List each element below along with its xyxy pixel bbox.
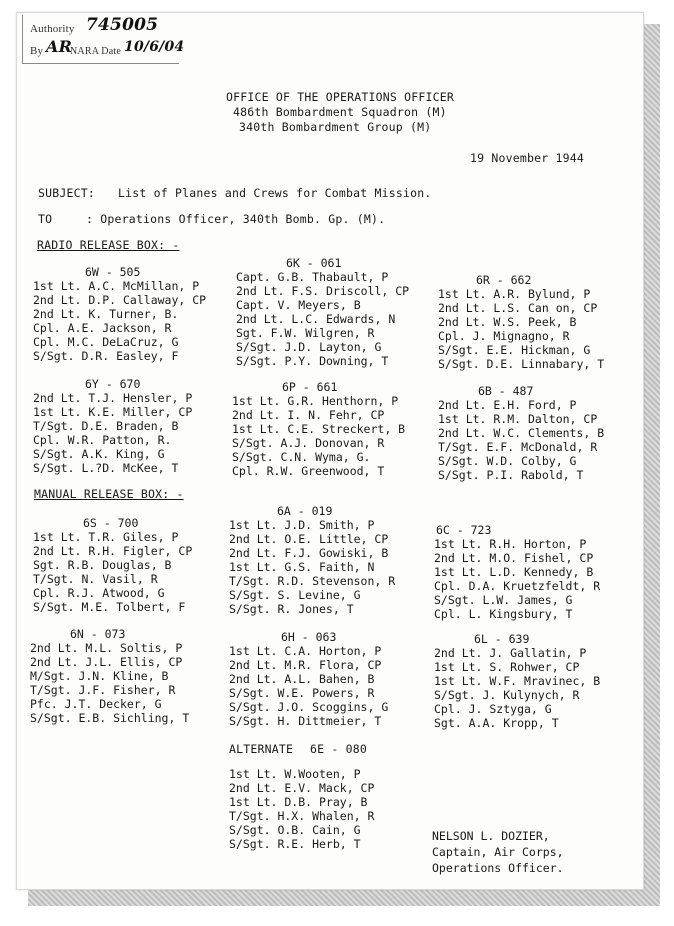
crew-member: 1st Lt. G.S. Faith, N [229,560,375,574]
stamp-authority-number: 745005 [86,15,159,35]
crew-member: 2nd Lt. M.L. Soltis, P [30,641,183,655]
crew-member: 1st Lt. A.R. Bylund, P [438,287,591,301]
crew-member: 1st Lt. T.R. Giles, P [33,530,179,544]
crew-member: 1st Lt. J.D. Smith, P [229,518,375,532]
crew-member: S/Sgt. J. Kulynych, R [434,688,580,702]
crew-member: Cpl. A.E. Jackson, R [33,321,172,335]
crew-member: 1st Lt. R.H. Horton, P [434,537,587,551]
stamp-nara-date-label: NARA Date [70,46,121,57]
plane-block-6c-723 [434,523,600,621]
crew-member: Cpl. R.J. Atwood, G [33,586,165,600]
plane-block-6s-700 [33,516,192,614]
manual-release-heading: MANUAL RELEASE BOX: - [34,487,184,501]
plane-title: 6R - 662 [476,273,532,287]
crew-member: Capt. G.B. Thabault, P [236,270,389,284]
crew-member: S/Sgt. E.E. Hickman, G [438,343,591,357]
crew-member: 2nd Lt. K. Turner, B. [33,307,179,321]
crew-member: 2nd Lt. J. Gallatin, P [434,646,587,660]
crew-member: 2nd Lt. F.S. Driscoll, CP [236,284,410,298]
crew-member: S/Sgt. O.B. Cain, G [229,823,361,837]
crew-member: Cpl. D.A. Kruetzfeldt, R [434,579,601,593]
crew-member: 1st Lt. R.M. Dalton, CP [438,412,598,426]
plane-block-6r-662 [438,273,604,371]
crew-member: 2nd Lt. D.P. Callaway, CP [33,293,207,307]
crew-member: 2nd Lt. T.J. Hensler, P [33,391,193,405]
plane-title: 6W - 505 [85,265,141,279]
crew-member: S/Sgt. P.I. Rabold, T [438,468,584,482]
plane-title: 6N - 073 [70,627,126,641]
crew-member: 1st Lt. W.Wooten, P [229,767,361,781]
crew-member: Sgt. A.A. Kropp, T [434,716,559,730]
plane-block-6e-080 [229,767,374,851]
plane-title: 6A - 019 [277,504,333,518]
signature-name: NELSON L. DOZIER, [432,829,550,843]
crew-member: 1st Lt. L.D. Kennedy, B [434,565,594,579]
crew-member: 2nd Lt. M.O. Fishel, CP [434,551,594,565]
crew-member: Pfc. J.T. Decker, G [30,697,162,711]
crew-member: S/Sgt. S. Levine, G [229,588,361,602]
crew-member: S/Sgt. A.K. King, G [33,447,165,461]
crew-member: 1st Lt. C.E. Streckert, B [232,422,406,436]
subject-label: SUBJECT: [38,186,95,200]
stamp-initials: AR [46,37,73,56]
crew-member: S/Sgt. A.J. Donovan, R [232,436,385,450]
plane-block-6l-639 [434,632,600,730]
crew-member: Cpl. W.R. Patton, R. [33,433,172,447]
crew-member: Capt. V. Meyers, B [236,298,361,312]
crew-member: 2nd Lt. J.L. Ellis, CP [30,655,183,669]
plane-title: 6L - 639 [474,632,530,646]
plane-title: 6K - 061 [286,256,342,270]
crew-member: 2nd Lt. R.H. Figler, CP [33,544,193,558]
crew-member: 1st Lt. K.E. Miller, CP [33,405,193,419]
crew-member: S/Sgt. P.Y. Downing, T [236,354,389,368]
header-office: OFFICE OF THE OPERATIONS OFFICER [226,90,454,104]
alternate-label: ALTERNATE [229,742,294,756]
crew-member: S/Sgt. W.D. Colby, G [438,454,577,468]
crew-member: S/Sgt. D.E. Linnabary, T [438,357,605,371]
plane-title: 6B - 487 [478,384,534,398]
plane-block-6b-487 [438,384,604,482]
crew-member: 2nd Lt. F.J. Gowiski, B [229,546,389,560]
crew-member: S/Sgt. R. Jones, T [229,602,354,616]
header-squadron: 486th Bombardment Squadron (M) [233,105,447,119]
plane-block-6a-019 [229,504,395,616]
subject-text: List of Planes and Crews for Combat Mission. [118,186,432,200]
crew-member: S/Sgt. L.?D. McKee, T [33,461,179,475]
radio-release-heading: RADIO RELEASE BOX: - [37,238,180,252]
crew-member: 2nd Lt. L.C. Edwards, N [236,312,396,326]
crew-member: S/Sgt. M.E. Tolbert, F [33,600,186,614]
crew-member: S/Sgt. D.R. Easley, F [33,349,179,363]
crew-member: M/Sgt. J.N. Kline, B [30,669,169,683]
signature-block [432,828,564,876]
plane-block-6n-073 [30,627,189,725]
crew-member: 1st Lt. S. Rohwer, CP [434,660,580,674]
plane-title: 6P - 661 [282,380,338,394]
crew-member: Sgt. F.W. Wilgren, R [236,326,375,340]
signature-rank: Captain, Air Corps, [432,845,564,859]
crew-member: S/Sgt. J.O. Scoggins, G [229,700,389,714]
stamp-nara-date: 10/6/04 [124,39,185,55]
crew-member: Cpl. R.W. Greenwood, T [232,464,385,478]
to-text: : Operations Officer, 340th Bomb. Gp. (M). [86,212,386,226]
crew-member: 2nd Lt. O.E. Little, CP [229,532,389,546]
crew-member: 2nd Lt. E.V. Mack, CP [229,781,375,795]
crew-member: T/Sgt. D.E. Braden, B [33,419,179,433]
header-group: 340th Bombardment Group (M) [239,120,432,134]
plane-block-6w-505 [33,265,206,363]
crew-member: S/Sgt. W.E. Powers, R [229,686,375,700]
crew-member: 2nd Lt. M.R. Flora, CP [229,658,382,672]
plane-title: 6S - 700 [83,516,139,530]
stamp-by-label: By [30,45,44,57]
crew-member: 2nd Lt. W.C. Clements, B [438,426,605,440]
crew-member: 1st Lt. C.A. Horton, P [229,644,382,658]
crew-member: T/Sgt. E.F. McDonald, R [438,440,598,454]
crew-member: T/Sgt. N. Vasil, R [33,572,158,586]
crew-member: 1st Lt. A.C. McMillan, P [33,279,200,293]
stamp-authority-label: Authority [30,23,75,35]
crew-member: Cpl. J. Sztyga, G [434,702,552,716]
alternate-plane-title: 6E - 080 [310,742,367,756]
crew-member: Cpl. M.C. DeLaCruz, G [33,335,179,349]
document-date: 19 November 1944 [470,151,584,165]
crew-member: Sgt. R.B. Douglas, B [33,558,172,572]
plane-title: 6H - 063 [281,630,337,644]
signature-position: Operations Officer. [432,861,564,875]
plane-title: 6Y - 670 [85,377,141,391]
crew-member: S/Sgt. L.W. James, G [434,593,573,607]
crew-member: 2nd Lt. W.S. Peek, B [438,315,577,329]
crew-member: T/Sgt. H.X. Whalen, R [229,809,375,823]
crew-member: 1st Lt. W.F. Mravinec, B [434,674,601,688]
crew-member: Cpl. L. Kingsbury, T [434,607,573,621]
crew-member: 1st Lt. D.B. Pray, B [229,795,368,809]
crew-member: T/Sgt. R.D. Stevenson, R [229,574,396,588]
crew-member: 2nd Lt. L.S. Can on, CP [438,301,598,315]
plane-block-6y-670 [33,377,192,475]
crew-member: 2nd Lt. I. N. Fehr, CP [232,408,385,422]
to-label: TO [38,212,53,226]
crew-member: S/Sgt. R.E. Herb, T [229,837,361,851]
crew-member: S/Sgt. E.B. Sichling, T [30,711,190,725]
crew-member: S/Sgt. J.D. Layton, G [236,340,382,354]
plane-title: 6C - 723 [436,523,492,537]
plane-block-6k-061 [236,256,409,368]
plane-block-6p-661 [232,380,405,478]
crew-member: 2nd Lt. A.L. Bahen, B [229,672,375,686]
crew-member: S/Sgt. H. Dittmeier, T [229,714,382,728]
crew-member: Cpl. J. Mignagno, R [438,329,570,343]
crew-member: 1st Lt. G.R. Henthorn, P [232,394,399,408]
crew-member: 2nd Lt. E.H. Ford, P [438,398,577,412]
crew-member: T/Sgt. J.F. Fisher, R [30,683,176,697]
plane-block-6h-063 [229,630,388,728]
crew-member: S/Sgt. C.N. Wyma, G. [232,450,371,464]
